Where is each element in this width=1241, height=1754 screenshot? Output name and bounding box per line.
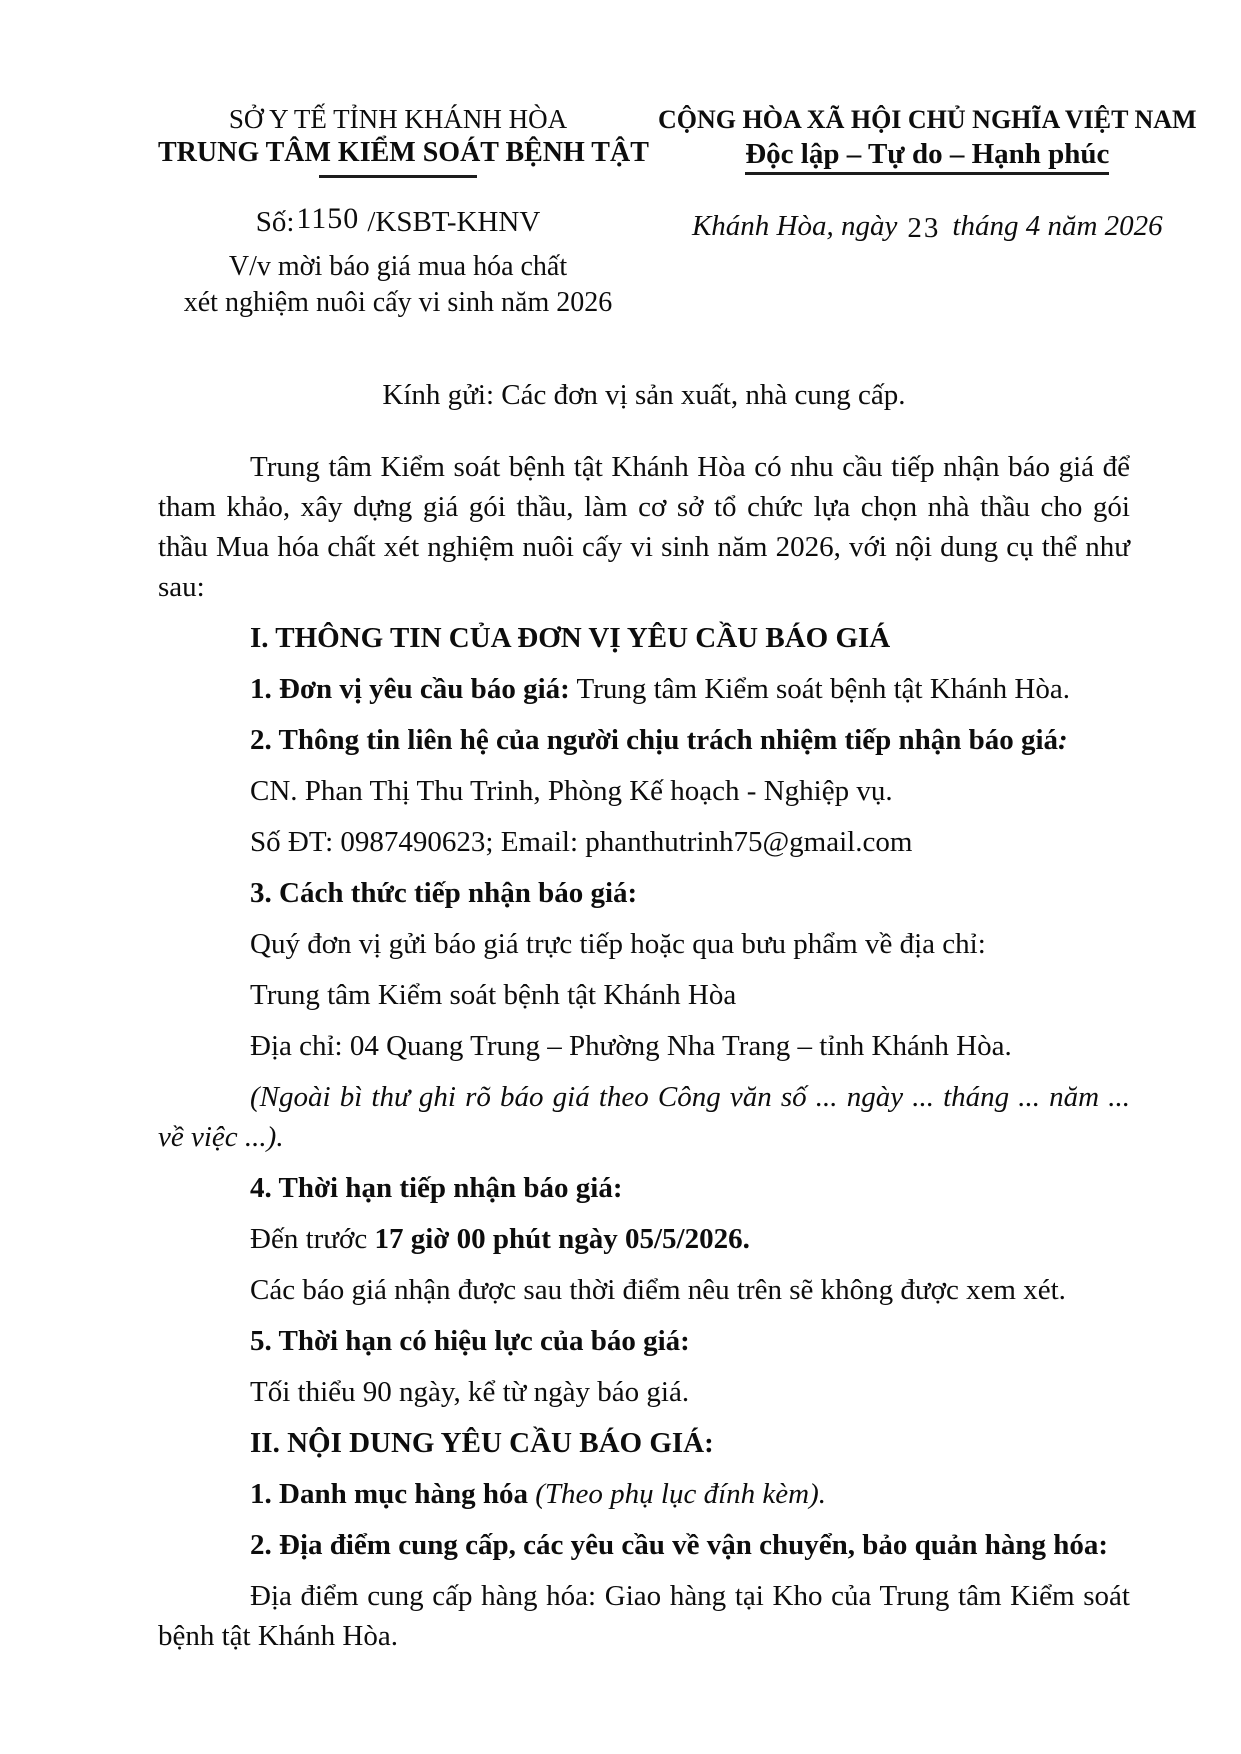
section2-item2-text: Địa điểm cung cấp hàng hóa: Giao hàng tại Kho của Trung tâm Kiểm soát bệnh tật Khánh Hòa.: [158, 1580, 1130, 1652]
deadline-value: 17 giờ 00 phút ngày 05/5/2026.: [374, 1223, 750, 1255]
document-number-label: Số:: [255, 206, 295, 238]
section1-item3-line1: Quý đơn vị gửi báo giá trực tiếp hoặc qua bưu phẩm về địa chỉ:: [250, 928, 986, 960]
section2-item1: [158, 1474, 1130, 1514]
section2-heading: II. NỘI DUNG YÊU CẦU BÁO GIÁ:: [250, 1427, 714, 1459]
national-header-block: [638, 103, 1197, 244]
section1-item2-colon: :: [1058, 724, 1068, 756]
section1-item5-heading: 5. Thời hạn có hiệu lực của báo giá:: [250, 1325, 690, 1357]
document-number-value: 1150: [296, 202, 360, 235]
date-suffix: tháng 4 năm 2026: [952, 210, 1163, 242]
national-motto-text: Độc lập – Tự do – Hạnh phúc: [745, 138, 1109, 175]
date-day-value: 23: [907, 212, 941, 244]
section1-item2: [158, 720, 1130, 760]
date-prefix: Khánh Hòa, ngày: [691, 210, 898, 242]
document-header: [158, 103, 1197, 321]
contact-phone-email-line: Số ĐT: 0987490623; Email: phanthutrinh75@gmail.com: [250, 826, 913, 858]
parent-org-name: SỞ Y TẾ TỈNH KHÁNH HÒA: [228, 104, 568, 134]
section1-item3-line2: Trung tâm Kiểm soát bệnh tật Khánh Hòa: [250, 979, 737, 1011]
date-line: [658, 208, 1197, 244]
section1-item2-label: 2. Thông tin liên hệ của người chịu trách nhiệm tiếp nhận báo giá: [250, 724, 1059, 756]
section1-item4-heading: 4. Thời hạn tiếp nhận báo giá:: [250, 1172, 623, 1204]
envelope-note: (Ngoài bì thư ghi rõ báo giá theo Công văn số ... ngày ... tháng ... năm ... về việc ...).: [158, 1081, 1130, 1153]
section1-item1-text: Trung tâm Kiểm soát bệnh tật Khánh Hòa.: [569, 673, 1070, 705]
national-motto: [658, 136, 1197, 172]
issuing-org-name: TRUNG TÂM KIỂM SOÁT BỆNH TẬT: [158, 137, 649, 168]
section1-item3-heading: 3. Cách thức tiếp nhận báo giá:: [250, 877, 638, 909]
section1-item4-note: Các báo giá nhận được sau thời điểm nêu trên sẽ không được xem xét.: [250, 1274, 1066, 1306]
section2-item2-heading: 2. Địa điểm cung cấp, các yêu cầu về vận chuyển, bảo quản hàng hóa:: [250, 1529, 1109, 1561]
org-underline-rule: [319, 175, 477, 178]
subject-line-2: xét nghiệm nuôi cấy vi sinh năm 2026: [183, 287, 613, 318]
document-number-suffix: /KSBT-KHNV: [367, 206, 541, 238]
subject-line-1: V/v mời báo giá mua hóa chất: [228, 251, 568, 282]
contact-name-line: CN. Phan Thị Thu Trinh, Phòng Kế hoạch - Nghiệp vụ.: [250, 775, 893, 807]
issuing-org-block: [158, 103, 649, 321]
section1-item3-line3: Địa chỉ: 04 Quang Trung – Phường Nha Trang – tỉnh Khánh Hòa.: [250, 1030, 1012, 1062]
section1-item1: [158, 669, 1130, 709]
section2-item1-label: 1. Danh mục hàng hóa: [250, 1478, 536, 1510]
section1-item5-text: Tối thiểu 90 ngày, kể từ ngày báo giá.: [250, 1376, 690, 1408]
section1-heading: I. THÔNG TIN CỦA ĐƠN VỊ YÊU CẦU BÁO GIÁ: [250, 622, 891, 654]
section2-item1-note: (Theo phụ lục đính kèm).: [535, 1478, 826, 1510]
national-title: CỘNG HÒA XÃ HỘI CHỦ NGHĨA VIỆT NAM: [658, 105, 1197, 134]
deadline-prefix: Đến trước: [250, 1223, 375, 1255]
section1-item4-deadline: [158, 1219, 1130, 1259]
document-number-line: [158, 204, 638, 240]
document-subject: [158, 249, 638, 321]
salutation-line: Kính gửi: Các đơn vị sản xuất, nhà cung cấp.: [382, 379, 906, 411]
section1-item1-label: 1. Đơn vị yêu cầu báo giá:: [250, 673, 570, 705]
intro-paragraph: Trung tâm Kiểm soát bệnh tật Khánh Hòa có nhu cầu tiếp nhận báo giá để tham khảo, xây dựng giá gói thầu, làm cơ sở tổ chức lựa chọn nhà thầu cho gói thầu Mua hóa chất xét nghiệm nuôi cấy vi sinh năm 2026, với nội dung cụ thể như sau:: [158, 451, 1130, 603]
document-body: [158, 375, 1130, 1656]
